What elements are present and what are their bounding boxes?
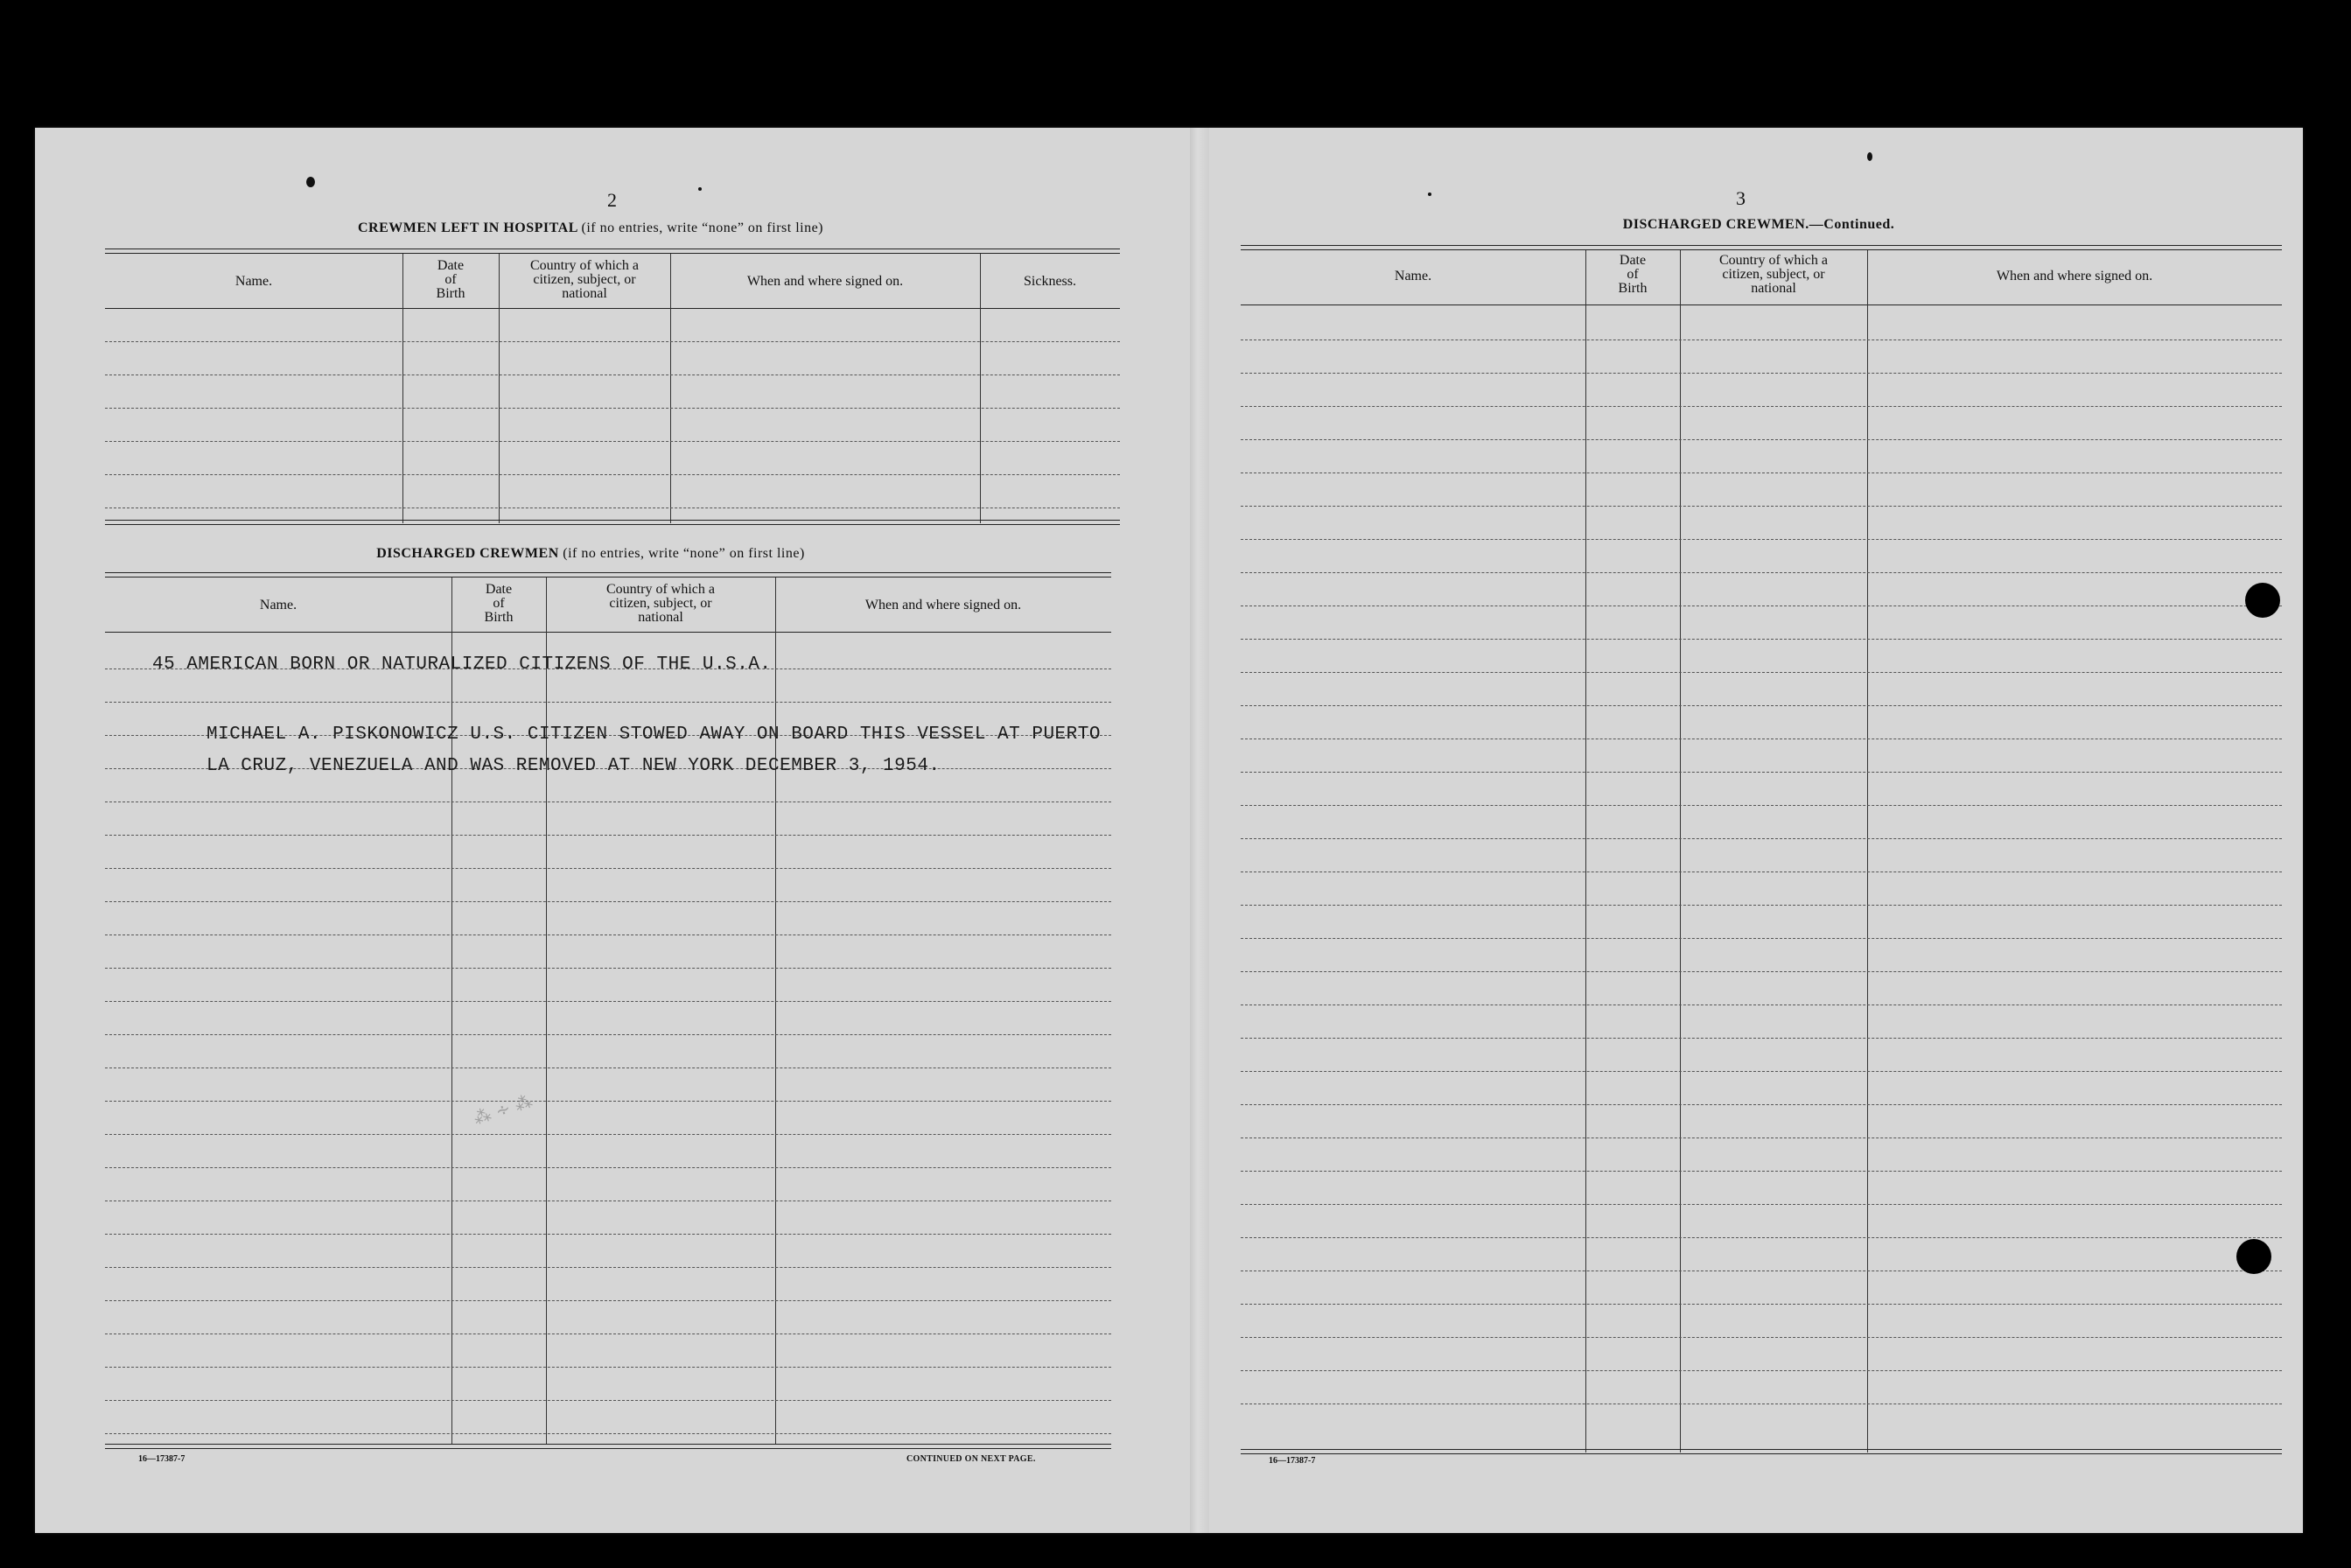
col-name: Name. [259,598,297,612]
hospital-subtitle-text: (if no entries, write “none” on first line) [581,220,824,235]
col-signed-on: When and where signed on. [1996,269,2153,284]
discharged-title-text: DISCHARGED CREWMEN [376,546,559,561]
typed-entry-stowaway-line1: MICHAEL A. PISKONOWICZ U.S. CITIZEN STOWED AWAY ON BOARD THIS VESSEL AT PUERTO [206,724,1101,745]
col-signed-on: When and where signed on. [746,274,904,289]
col-date-of-birth: Date of Birth [1618,253,1648,296]
hospital-section-title [105,220,1076,236]
col-country: Country of which a citizen, subject, or national [1719,253,1828,296]
col-signed-on: When and where signed on. [864,598,1022,612]
continued-note: CONTINUED ON NEXT PAGE. [906,1454,1036,1464]
right-section-title: DISCHARGED CREWMEN.—Continued. [1622,217,1895,232]
col-sickness: Sickness. [1024,274,1076,289]
col-country: Country of which a citizen, subject, or national [530,258,639,301]
hospital-title-text: CREWMEN LEFT IN HOSPITAL [357,220,577,235]
col-country: Country of which a citizen, subject, or national [606,582,715,625]
faded-stamp: ⁂ ∻ ⁂ [470,1089,535,1130]
typed-entry-stowaway-line2: LA CRUZ, VENEZUELA AND WAS REMOVED AT NEW YORK DECEMBER 3, 1954. [206,756,941,776]
discharged-table [105,572,1111,1447]
hospital-table [105,248,1120,527]
form-number-right: 16—17387-7 [1269,1456,1316,1466]
page-fold [1190,128,1209,1533]
right-discharged-table [1241,245,2282,1456]
ink-speck [698,187,702,191]
page-number-left: 2 [607,189,617,211]
col-name: Name. [234,274,273,289]
ink-speck [1867,152,1872,161]
form-number-left: 16—17387-7 [138,1454,185,1464]
discharged-section-title [105,546,1076,562]
ink-speck [1428,192,1431,196]
col-date-of-birth: Date of Birth [484,582,514,625]
discharged-subtitle-text: (if no entries, write “none” on first line) [563,546,805,561]
typed-entry-summary: 45 AMERICAN BORN OR NATURALIZED CITIZENS OF THE U.S.A. [152,654,772,675]
col-name: Name. [1394,269,1432,284]
ink-speck [306,177,315,187]
page-number-right: 3 [1736,187,1746,209]
punch-hole-upper [2245,583,2280,618]
document-sheet [35,128,2303,1533]
punch-hole-lower [2236,1239,2271,1274]
col-date-of-birth: Date of Birth [436,258,465,301]
